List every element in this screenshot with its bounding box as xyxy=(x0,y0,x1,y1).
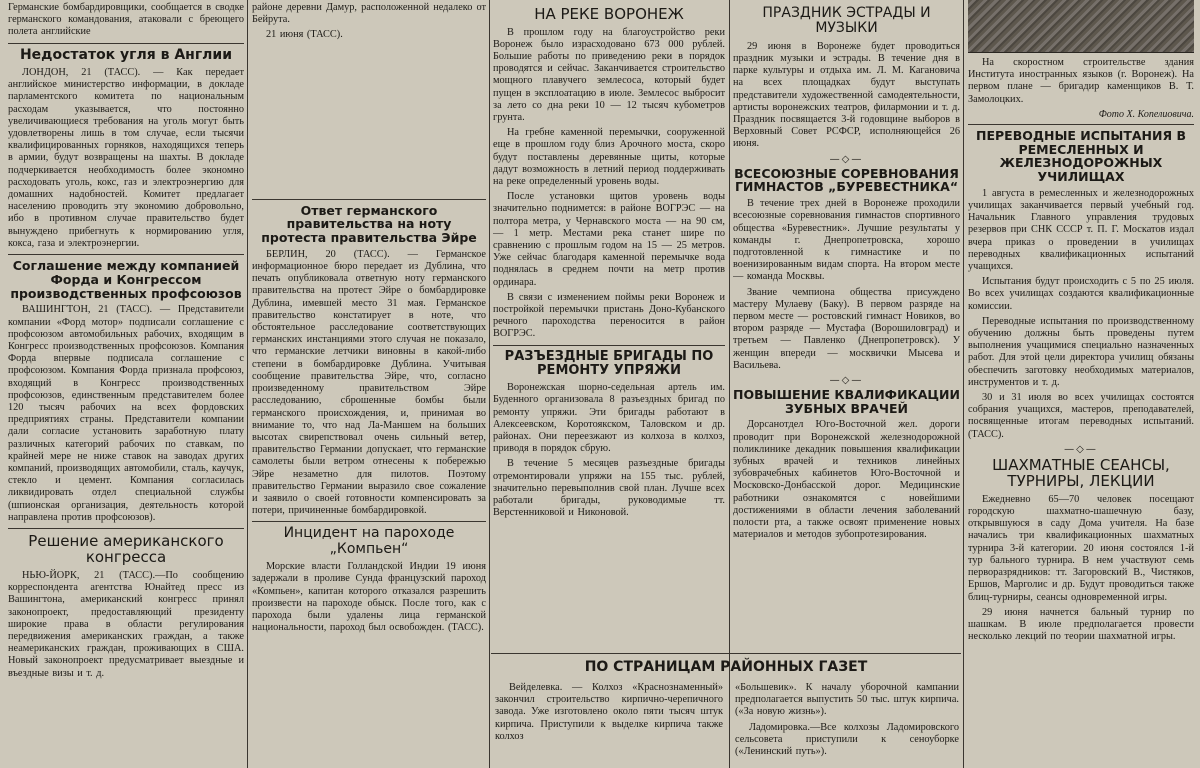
headline-district-papers: ПО СТРАНИЦАМ РАЙОННЫХ ГАЗЕТ xyxy=(584,659,868,675)
article-voronezh-p3: После установки щитов уровень воды значительно поднимется: в районе ВОГРЭС — на полтора метра, у Чернавского моста — на 90 см, — 1 метр. Местами река станет шире по сравнению с прошлым годом на 15 — 25 метров. Уже сейчас благодаря каменной перемычке вода поднялась в среднем почти на метр против ординара. xyxy=(493,191,725,288)
divider xyxy=(968,124,1194,125)
article-fragment: районе деревни Дамур, расположенной недалеко от Бейрута. xyxy=(252,2,486,26)
spacer xyxy=(252,45,486,195)
article-holiday: 29 июня в Воронеже будет проводиться праздник музыки и эстрады. В течение дня в парке культуры и отдыха им. Л. М. Кагановича на всех площадках будут выступать представители художественной самодеятельности, артисты воронежских театров, филармонии и т. д. Праздник посвящается 3-й годовщине выборов в Верховный Совет РСФСР, исполняющейся 26 июня. xyxy=(733,40,960,150)
headline-chess: ШАХМАТНЫЕ СЕАНСЫ, ТУРНИРЫ, ЛЕКЦИИ xyxy=(992,455,1170,491)
ornament-divider: —◇— xyxy=(1064,443,1098,455)
column-3 xyxy=(493,0,725,656)
headline-holiday: ПРАЗДНИК ЭСТРАДЫ И МУЗЫКИ xyxy=(762,5,931,37)
district-right xyxy=(735,682,959,768)
headline-congress: Решение американского конгресса xyxy=(28,531,224,567)
article-incident: Морские власти Голландской Индии 19 июня задержали в проливе Сунда французский пароход «Компьен», капитан которого отказался разрешить произвести на пароходе обыск. После того, как с парохода были удалены лица германской национальности, пароход был освобожден. (ТАСС). xyxy=(252,561,486,634)
headline-burevestnik: ВСЕСОЮЗНЫЕ СОРЕВНОВАНИЯ ГИМНАСТОВ „БУРЕВЕСТНИКА“ xyxy=(734,165,959,195)
article-exams-p3: Переводные испытания по производственному обучению должны быть проведены путем выполнения учащимися специально назначенных работ. Для этой цели директора училищ обязаны обеспечить заготовку необходимых материалов, инструментов и т. д. xyxy=(968,315,1194,388)
article-congress: НЬЮ-ЙОРК, 21 (ТАСС).—По сообщению корреспондента агентства Юнайтед пресс из Вашингтона, американский конгресс принял законопроект, предоставляющий президенту широкие права в области регулирования передвижения американских граждан, а также неамериканских граждан, проживающих в США. Новый законопроект предусматривает выездные и въездные визы и т. д. xyxy=(8,569,244,679)
article-voronezh-p1: В прошлом году на благоустройство реки Воронеж было израсходовано 673 000 рублей. Большие работы по приведению реки в порядок проводятся и сейчас. Заканчивается строительство мощного плавучего землесоса, который будет пущен в эксплоатацию в июле. Землесос выбросит за лето со дна реки 10 — 12 тысяч кубометров грунта. xyxy=(493,26,725,123)
ornament-divider: —◇— xyxy=(829,153,864,165)
article-dental: Дорсанотдел Юго-Восточной жел. дороги проводит при Воронежской железнодорожной поликлинике декадник повышения квалификации зубных врачей и техников линейных зубоврачебных кабинетов Юго-Восточной и Московско-Донбасской дорог. Медицинские работники ознакомятся с новейшими достижениями в области лечения заболеваний полости рта, а также освоят применение новых материалов и методов зубопротезирования. xyxy=(733,419,960,541)
article-voronezh-p4: В связи с изменением поймы реки Воронеж и постройкой перемычки пристань Доно-Кубанского речного пароходства переносится в район ВОГРЭС. xyxy=(493,291,725,340)
article-burevestnik-p2: Звание чемпиона общества присуждено мастеру Мулаеву (Баку). В первом разряде на первом месте — ростовский гимнаст Новиков, во втором разряде — Мустафа (Ворошиловград) и третьем — Павленко (Днепропетровск). У женщин впереди — москвички Мысева и Васильева. xyxy=(733,286,960,371)
divider xyxy=(493,345,725,346)
divider xyxy=(491,653,961,654)
article-brigades-p1: Воронежская шорно-седельная артель им. Буденного организовала 8 разъездных бригад по ремонту упряжи. Эти бригады работают в Алексеевском, Коротоякском, Таловском и др. районах. Они переезжают из колхоза в колхоз, приводя в порядок сбрую. xyxy=(493,382,725,455)
article-exams-p2: Испытания будут происходить с 5 по 25 июля. Во всех училищах создаются квалификационные комиссии. xyxy=(968,276,1194,312)
headline-eire: Ответ германского правительства на ноту протеста правительства Эйре xyxy=(261,202,477,246)
ornament-divider: —◇— xyxy=(829,374,864,386)
article-brigades-p2: В течение 5 месяцев разъездные бригады отремонтировали упряжи на 155 тыс. рублей, значительно перевыполнив свой план. Лучше всех работали бригады, руководимые тт. Верстенниковой и Никоновой. xyxy=(493,458,725,519)
article-ladomirovka: Ладомировка.—Все колхозы Ладомировского сельсовета приступили к сеноуборке («Ленинский путь»). xyxy=(735,721,959,758)
photo-credit: Фото Х. Копелиовича. xyxy=(1098,108,1194,120)
headline-voronezh: НА РЕКЕ ВОРОНЕЖ xyxy=(534,5,684,23)
article-exams-p1: 1 августа в ремесленных и железнодорожных училищах заканчивается первый учебный год. Начальник Главного управления трудовых резервов при СНК СССР т. П. Г. Москатов издал вчера приказ о проведении в училищах переводных квалификационных испытаний учащихся. xyxy=(968,187,1194,273)
column-1 xyxy=(8,0,244,768)
photo-caption: На скоростном строительстве здания Института иностранных языков (г. Воронеж). На первом плане — бригадир каменщиков В. Т. Замолоцких. xyxy=(968,57,1194,105)
headline-dental: ПОВЫШЕНИЕ КВАЛИФИКАЦИИ ЗУБНЫХ ВРАЧЕЙ xyxy=(733,386,960,416)
headline-ford: Соглашение между компанией Форда и Конгрессом производственных профсоюзов xyxy=(10,258,242,301)
article-exams-p4: 30 и 31 июля во всех училищах состоятся собрания учащихся, мастеров, преподавателей, посвященные итогам переводных испытаний. (ТАСС). xyxy=(968,392,1194,440)
article-eire: БЕРЛИН, 20 (ТАСС). — Германское информационное бюро передает из Дублина, что печать опубликовала ответную ноту германского правительства на протест Эйре о бомбардировке Дублина, имевшей место 31 мая. Германское правительство констатирует в ноте, что обстоятельное расследование соответствующих германских инстанциями этого случая не показало, что германские летчики виновны в какой-либо степени в бомбардировке Дублина. Учитывая сообщение правительства Эйре, что, согласно произведенному правительством Эйре расследованию, сброшенные бомбы были германского происхождения, и, принимая во внимание то, что над Ла-Маншем на больших высотах свирепствовал очень сильный ветер, правительство Германии допускает, что германские самолеты были ветром отнесены к побережью Эйре незаметно для пилотов. Поэтому правительство Германии выразило свое сожаление и заявило о своей готовности компенсировать за потери, причиненные бомбардировкой. xyxy=(252,248,486,517)
district-left xyxy=(495,682,723,768)
column-rule xyxy=(489,0,490,768)
article-voronezh-p2: На гребне каменной перемычки, сооруженной еще в прошлом году близ Арочного моста, скоро будут поставлены деревянные щиты, которые дадут возможность в летний период поддерживать на реке определенный уровень воды. xyxy=(493,127,725,187)
divider xyxy=(8,43,244,44)
article-burevestnik-p1: В течение трех дней в Воронеже проходили всесоюзные соревнования гимнастов спортивного общества «Буревестник». Лучшие результаты у команды г. Днепропетровска, хорошо подготовленной к гимнастике и по военизированным видам спорта. На втором месте — команда Москвы. xyxy=(733,198,960,283)
divider xyxy=(252,199,486,200)
headline-coal: Недостаток угля в Англии xyxy=(19,46,233,63)
headline-incident: Инцидент на пароходе „Компьен“ xyxy=(283,525,455,557)
article-chess-p2: 29 июня начнется бальный турнир по шашкам. В июле предполагается провести несколько лекций по теории шахматной игры. xyxy=(968,606,1194,643)
column-2 xyxy=(252,0,486,768)
column-4 xyxy=(733,0,960,656)
article-fragment: Германские бомбардировщики, сообщается в сводке германского командования, атаковали с бреющего полета английские xyxy=(8,2,244,38)
column-5 xyxy=(968,0,1194,768)
divider xyxy=(8,528,244,529)
column-rule xyxy=(247,0,248,768)
article-veidelevka: Вейделевка. — Колхоз «Краснознаменный» закончил строительство кирпично-черепичного завода. Уже изготовлено около пяти тысяч штук кирпича. Приступили к выделке кирпича также колхоз xyxy=(495,682,723,742)
article-chess-p1: Ежедневно 65—70 человек посещают городскую шахматно-шашечную базу, открывшуюся в саду Дома учителя. На базе начались три квалификационных шахматных турнира 3-й категории. 20 июня состоялся 1-й тур бального турнира. В нем участвуют семь перворазрядников: тт. Загоровский В., Чистяков, Ершов, Марголис и др. Будут проводиться также блиц-турниры, сеансы одновременной игры. xyxy=(968,493,1194,603)
article-date: 21 июня (ТАСС). xyxy=(266,29,343,41)
article-bolshevik: «Большевик». К началу уборочной кампании предполагается выпустить 50 тыс. штук кирпича. («За новую жизнь»). xyxy=(735,682,959,718)
column-rule xyxy=(963,0,964,768)
headline-exams: ПЕРЕВОДНЫЕ ИСПЫТАНИЯ В РЕМЕСЛЕННЫХ И ЖЕЛЕЗНОДОРОЖНЫХ УЧИЛИЩАХ xyxy=(976,127,1186,185)
article-ford: ВАШИНГТОН, 21 (ТАСС). — Представители компании «Форд мотор» подписали соглашение с профсоюзом автомобильных рабочих, входящим в Конгресс производственных профсоюзов. Компания Форда впервые подписала соглашение с профсоюзом. Компания Форда признала профсоюз, входящий в Конгресс производственных профсоюзов, единственным представителем более 120 тысяч рабочих на всех фордовских предприятиях страны. Представители компании дали согласие установить заработную плату различных категорий рабочих по ставкам, по крайней мере не ниже ставок на заводах других компаний, производящих автомобили, сталь, каучук, стекло и цемент. Компания согласилась ликвидировать отдел специальной службы (шпионская организация, деятельность которой направлена против профсоюзов). xyxy=(8,304,244,523)
divider xyxy=(8,254,244,255)
article-coal: ЛОНДОН, 21 (ТАСС). — Как передает английское министерство информации, в докладе парламентского комитета по национальным расходам указывается, что постоянно увеличивающиеся требования на уголь могут быть удовлетворены лишь в том случае, если тысячи квалифицированных горняков, находящихся теперь в армии, будут возвращены на шахты. В докладе подчеркивается необходимость более экономно расходовать уголь, кокс, газ и электроэнергию для домашних надобностей. Комитет предлагает населению проводить эту экономию добровольно, ибо в противном случае правительство будет вынуждено прибегнуть к нормированию угля, кокса, газа и электроэнергии. xyxy=(8,67,244,249)
headline-brigades: РАЗЪЕЗДНЫЕ БРИГАДЫ ПО РЕМОНТУ УПРЯЖИ xyxy=(504,348,714,378)
divider xyxy=(252,521,486,522)
construction-photo xyxy=(968,0,1194,53)
